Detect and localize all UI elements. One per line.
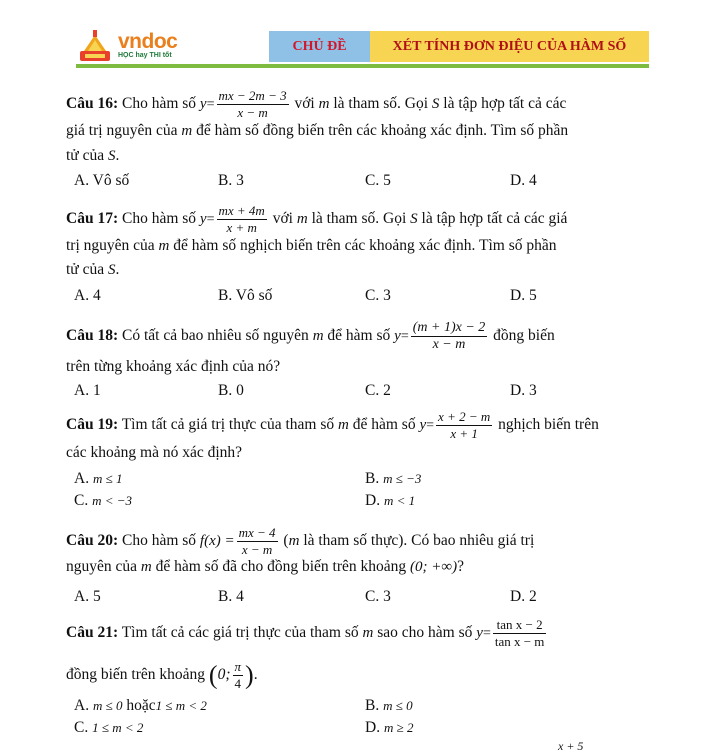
q18-text3: đồng biến <box>493 327 555 345</box>
q17-text2: với <box>272 210 293 228</box>
q18-option-c[interactable]: C. 2 <box>365 382 391 399</box>
q18-line2: trên từng khoảng xác định của nó? <box>66 358 281 375</box>
q18-y: y <box>394 328 401 345</box>
q17-label: Câu 17: <box>66 210 119 228</box>
q20-paren: ( <box>283 532 289 550</box>
q20-option-a[interactable]: A. 5 <box>74 588 101 605</box>
q18-option-b[interactable]: B. 0 <box>218 382 244 399</box>
q18-label: Câu 18: <box>66 327 119 345</box>
q19-option-a[interactable] <box>74 469 122 489</box>
q19-text2: để hàm số <box>352 416 416 434</box>
q20-option-c[interactable]: C. 3 <box>365 588 391 605</box>
q21-y: y <box>476 625 483 642</box>
q17-S: S <box>410 211 418 228</box>
q20-qmark: ? <box>457 558 464 575</box>
q21-text2: sao cho hàm số <box>377 624 473 642</box>
q18-fraction <box>411 320 488 353</box>
q19-option-d[interactable] <box>365 491 415 511</box>
page-header <box>76 29 649 63</box>
q17-y: y <box>199 211 207 228</box>
q21-fraction <box>493 617 547 650</box>
q19-m: m <box>338 417 349 434</box>
q16-num: mx − 2m − 3 <box>218 88 287 103</box>
q17-line3-text: tử của <box>66 261 105 278</box>
q20-option-b[interactable]: B. 4 <box>218 588 244 605</box>
q21-c-math: 1 ≤ m < 2 <box>92 720 144 735</box>
q18-line1: Câu 18: Có tất cả bao nhiêu số nguyên m để hàm số y= $\frac{(m + 1)x - 2}{x - m}$ đồng biến <box>66 320 555 352</box>
q21-den: tan x − m <box>494 634 545 649</box>
q17-den: x + m <box>226 220 257 235</box>
q21-b-letter: B. <box>365 697 380 714</box>
q17-num: mx + 4m <box>218 203 265 218</box>
q21-option-d[interactable] <box>365 718 413 738</box>
q21-option-a[interactable] <box>74 696 207 716</box>
q20-line1 <box>66 525 534 558</box>
q17-text4: là tập hợp tất cả các giá <box>421 210 568 228</box>
q21-line1: Câu 21: Tìm tất cả các giá trị thực của tham số m sao cho hàm số y= $\frac{\text{tan x − 2}}{\text{tan x − m}}$ <box>66 617 545 649</box>
q17-line2b: để hàm số nghịch biến trên các khoảng xác định. Tìm số phần <box>173 237 557 254</box>
q21-pi: π <box>234 659 242 674</box>
temple-logo-icon <box>76 29 116 63</box>
q20-m2: m <box>140 559 152 575</box>
q20-option-d[interactable]: D. 2 <box>510 588 537 605</box>
q16-fraction <box>217 88 289 121</box>
topic-title: XÉT TÍNH ĐƠN ĐIỆU CỦA HÀM SỐ <box>370 31 649 62</box>
q19-option-c[interactable] <box>74 491 132 511</box>
q16-line1: Câu 16: Cho hàm số y= $\frac{mx - 2m - 3}{x - m}$ với m là tham số. Gọi S là tập hợp tất cả các <box>66 88 567 120</box>
q18-num: (m + 1)x − 2 <box>412 320 486 335</box>
q18-text2: để hàm số <box>327 327 391 345</box>
q18-text: Có tất cả bao nhiêu số nguyên <box>121 327 309 345</box>
q20-f: f(x) = <box>199 533 235 550</box>
q16-y: y <box>199 96 207 113</box>
q18-option-d[interactable]: D. 3 <box>510 382 537 399</box>
q16-line2a: giá trị nguyên của <box>66 122 178 139</box>
q19-d-math: m < 1 <box>383 493 416 508</box>
q20-line2 <box>66 557 464 577</box>
q21-line2: đồng biến trên khoảng (0; $\frac{\pi}{4}$ ). <box>66 659 258 691</box>
q20-interval: (0; +∞) <box>410 559 458 575</box>
q16-den: x − m <box>237 105 268 120</box>
q19-b-letter: B. <box>365 470 380 487</box>
q19-den: x + 1 <box>450 426 478 441</box>
q19-a-math: m ≤ 1 <box>92 471 123 486</box>
q19-text3: nghịch biến trên <box>498 416 599 434</box>
q16-option-b[interactable]: B. 3 <box>218 172 244 189</box>
brand-slogan: HỌC hay THI tốt <box>118 52 172 59</box>
q16-label: Câu 16: <box>66 95 119 113</box>
header-divider <box>76 64 649 68</box>
q18-den: x − m <box>432 337 466 352</box>
q16-line3: tử của S. <box>66 147 120 164</box>
q17-line3: tử của S. <box>66 261 120 278</box>
q16-text2: với <box>294 95 315 113</box>
q19-line1: Câu 19: Tìm tất cả giá trị thực của tham số m để hàm số y= $\frac{x + 2 - m}{x + 1}$ nghịch biến trên <box>66 409 599 441</box>
q20-num: mx − 4 <box>238 525 276 540</box>
q16-text: Cho hàm số <box>121 95 197 113</box>
q16-text3: là tham số. Gọi <box>333 95 429 113</box>
q21-label: Câu 21: <box>66 624 119 642</box>
q17-text: Cho hàm số <box>121 210 197 228</box>
q21-option-b[interactable] <box>365 696 413 716</box>
q19-label: Câu 19: <box>66 416 119 434</box>
brand-name: vndoc <box>118 30 178 53</box>
q16-m: m <box>318 96 330 113</box>
q16-line2b: để hàm số đồng biến trên các khoảng xác định. Tìm số phần <box>196 122 569 139</box>
q18-m: m <box>312 328 324 345</box>
q17-option-b[interactable]: B. Vô số <box>218 287 273 304</box>
q20-line2a: nguyên của <box>66 558 138 575</box>
q17-S2: S <box>107 262 116 278</box>
q21-option-c[interactable] <box>74 718 143 738</box>
q17-option-d[interactable]: D. 5 <box>510 287 537 304</box>
q19-fraction <box>436 409 492 442</box>
q19-line2: các khoảng mà nó xác định? <box>66 444 243 461</box>
q17-option-c[interactable]: C. 3 <box>365 287 391 304</box>
q16-option-c[interactable]: C. 5 <box>365 172 391 189</box>
q19-b-math: m ≤ −3 <box>383 471 422 486</box>
q21-m: m <box>362 625 374 642</box>
q17-line1: Câu 17: Cho hàm số y= $\frac{mx + 4m}{x + m}$ với m là tham số. Gọi S là tập hợp tất cả các giá <box>66 203 568 235</box>
q17-option-a[interactable]: A. 4 <box>74 287 101 304</box>
q17-fraction <box>217 203 267 236</box>
q17-m: m <box>296 211 308 228</box>
q17-line2 <box>66 236 557 256</box>
q21-c-letter: C. <box>74 719 89 736</box>
q19-a-letter: A. <box>74 470 90 487</box>
q19-d-letter: D. <box>365 492 381 509</box>
q16-S2: S <box>107 148 116 164</box>
q20-line2b: để hàm số đã cho đồng biến trên khoảng <box>155 558 407 575</box>
q19-c-math: m < −3 <box>92 493 133 508</box>
q21-interval-frac <box>233 659 244 692</box>
q16-S: S <box>431 96 440 113</box>
q21-b-math: m ≤ 0 <box>383 698 413 713</box>
q21-a-math2: 1 ≤ m < 2 <box>155 698 207 713</box>
q19-y: y <box>419 417 427 434</box>
q16-text4: là tập hợp tất cả các <box>443 95 567 113</box>
q16-m2: m <box>181 123 193 139</box>
next-question-fragment: x + 5 <box>558 739 584 753</box>
q19-num: x + 2 − m <box>438 409 491 424</box>
q17-m2: m <box>158 238 170 254</box>
q21-d-math: m ≥ 2 <box>383 720 414 735</box>
q16-option-a[interactable]: A. Vô số <box>74 172 130 189</box>
q21-a-letter: A. <box>74 697 90 714</box>
q21-text: Tìm tất cả các giá trị thực của tham số <box>121 624 359 642</box>
q16-line2 <box>66 121 568 141</box>
q17-line2a: trị nguyên của <box>66 237 155 254</box>
q18-option-a[interactable]: A. 1 <box>74 382 101 399</box>
q16-line3-text: tử của <box>66 147 105 164</box>
q20-text3: là tham số thực). Có bao nhiêu giá trị <box>303 532 535 550</box>
brand-logo[interactable] <box>76 29 266 63</box>
q20-m: m <box>288 533 300 550</box>
q19-text: Tìm tất cả giá trị thực của tham số <box>121 416 335 434</box>
topic-label: CHỦ ĐỀ <box>269 31 370 62</box>
q21-interval-a: 0; <box>217 666 231 684</box>
q21-d-letter: D. <box>365 719 381 736</box>
q21-line2-text: đồng biến trên khoảng <box>66 666 206 684</box>
q21-a-math1: m ≤ 0 <box>92 698 123 713</box>
q19-c-letter: C. <box>74 492 89 509</box>
q19-option-b[interactable] <box>365 469 421 489</box>
q16-option-d[interactable]: D. 4 <box>510 172 537 189</box>
q21-a-or: hoặc <box>126 697 156 714</box>
q17-text3: là tham số. Gọi <box>311 210 407 228</box>
q20-label: Câu 20: <box>66 532 119 550</box>
q20-text: Cho hàm số <box>121 532 197 550</box>
q21-num: tan x − 2 <box>493 617 547 634</box>
q20-den: x − m <box>241 542 273 557</box>
q21-four: 4 <box>234 676 242 691</box>
q20-fraction <box>237 525 278 558</box>
